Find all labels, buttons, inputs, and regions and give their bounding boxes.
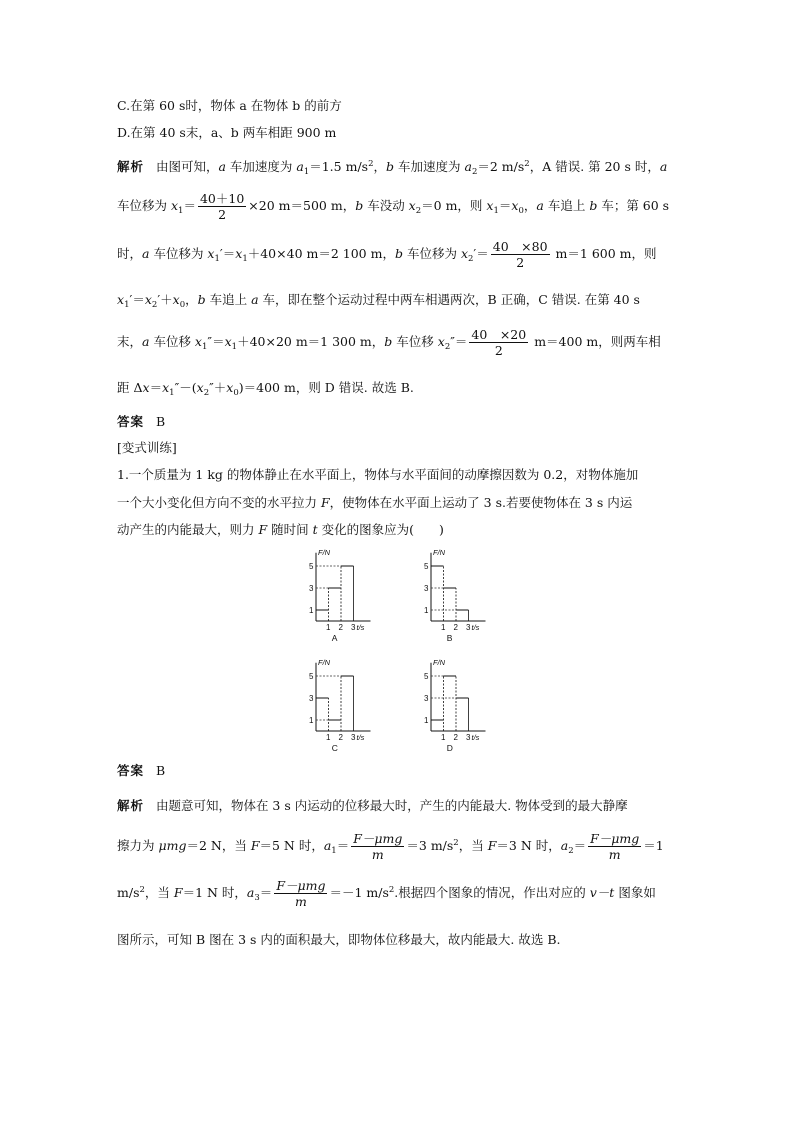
fraction: $\frac{40 \times 20}{2}$	[471, 327, 527, 358]
x-tick-label: 1	[326, 733, 331, 742]
graph-label: B	[446, 633, 453, 643]
x-tick-label: 3	[351, 733, 356, 742]
y-tick-label: 5	[424, 672, 429, 681]
fraction: $\frac{\text{F－μmg}}{m}$	[276, 878, 326, 909]
x-tick-label: 3	[466, 733, 471, 742]
solution2-label: 解析	[117, 798, 145, 813]
x-tick-label: 1	[441, 623, 446, 632]
solution1-label: 解析	[117, 159, 145, 174]
y-tick-label: 3	[309, 584, 314, 593]
x-axis-label: t/s	[471, 623, 480, 632]
answer1-label: 答案	[117, 414, 145, 429]
graph-a[interactable]	[300, 545, 390, 645]
solution1-line6: 距 $\Delta x=x_1''-(x_2''+x_0)=400$ m，则 D 错误. 故选 B.	[117, 380, 414, 398]
x-tick-label: 2	[453, 733, 458, 742]
question-line2: 一个大小变化但方向不变的水平拉力 F，使物体在水平面上运动了 3 s.若要使物体在 3 s 内运	[117, 495, 633, 510]
fraction: $\frac{\text{F－μmg}}{m}$	[590, 831, 640, 862]
y-tick-label: 3	[309, 694, 314, 703]
y-tick-label: 5	[309, 672, 314, 681]
question-line3: 动产生的内能最大，则力 F 随时间 t 变化的图象应为( )	[117, 522, 444, 537]
fraction: $\frac{40 \times 80}{2}$	[492, 239, 548, 270]
x-tick-label: 2	[338, 733, 343, 742]
x-tick-label: 2	[338, 623, 343, 632]
x-tick-label: 3	[466, 623, 471, 632]
x-axis-label: t/s	[356, 733, 365, 742]
answer2	[117, 763, 165, 779]
x-tick-label: 1	[326, 623, 331, 632]
solution2-line2: 擦力为 μmg＝2 N，当 F＝5 N 时，$a_1=$ $\frac{\text{F－μmg}}{m}$ ＝3 $m/s^2$，当 F＝3 N 时，$a_2=$ $\frac{\text{F－μmg}}{m}$ ＝1	[117, 831, 664, 862]
y-axis-label: F/N	[433, 657, 446, 667]
y-axis-label: F/N	[318, 547, 331, 557]
graph-label: A	[331, 633, 338, 643]
y-axis-label: F/N	[318, 657, 331, 667]
option-d: D.在第 40 s末，a、b 两车相距 900 m	[117, 125, 337, 140]
solution1-line1: 解析 由图可知，a 车加速度为 $a_1=1.5$ $m/s^2$，b 车加速度为 $a_2=2$ $m/s^2$，A 错误. 第 20 s 时，a	[117, 159, 668, 177]
solution1-line4: $x_1'=x_2'+x_0$，b 车追上 a 车，即在整个运动过程中两车相遇两次，B 正确，C 错误. 在第 40 s	[117, 292, 640, 310]
x-axis-label: t/s	[471, 733, 480, 742]
solution1-line3: 时，a 车位移为 $x_1'=x_1+40\times 40$ m＝2 100 m，b 车位移为 $x_2'=$ $\frac{40 \times 80}{2}$ m＝1 600 m，则	[117, 239, 657, 270]
graph-label: D	[446, 743, 453, 753]
graph-d[interactable]	[415, 655, 505, 755]
y-tick-label: 3	[424, 694, 429, 703]
section-title: [变式训练]	[117, 440, 177, 455]
x-tick-label: 3	[351, 623, 356, 632]
solution1-line2: 车位移为 $x_1=$ $\frac{40+10}{2}$ ×20 m＝500 m，b 车没动 $x_2=0$ m，则 $x_1=x_0$，a 车追上 b 车；第 60 s	[117, 191, 670, 222]
x-tick-label: 2	[453, 623, 458, 632]
option-c: C.在第 60 s时，物体 a 在物体 b 的前方	[117, 98, 342, 113]
fraction: $\frac{40+10}{2}$	[199, 191, 245, 222]
solution1-line5: 末，a 车位移 $x_1''=x_1+40\times 20$ m＝1 300 m，b 车位移 $x_2''=$ $\frac{40 \times 20}{2}$ m＝400 m，则两车相	[117, 327, 661, 358]
y-tick-label: 1	[424, 606, 429, 615]
answer1	[117, 414, 165, 430]
y-tick-label: 5	[309, 562, 314, 571]
graph-label: C	[331, 743, 338, 753]
graph-b[interactable]	[415, 545, 505, 645]
question-line1: 1.一个质量为 1 kg 的物体静止在水平面上，物体与水平面间的动摩擦因数为 0.2，对物体施加	[117, 467, 639, 482]
x-axis-label: t/s	[356, 623, 365, 632]
y-tick-label: 5	[424, 562, 429, 571]
x-tick-label: 1	[441, 733, 446, 742]
solution2-line4: 图所示，可知 B 图在 3 s 内的面积最大，即物体位移最大，故内能最大. 故选 B.	[117, 932, 561, 947]
answer2-label: 答案	[117, 763, 145, 778]
fraction: $\frac{\text{F－μmg}}{m}$	[353, 831, 403, 862]
y-tick-label: 3	[424, 584, 429, 593]
graph-c[interactable]	[300, 655, 390, 755]
solution2-line1: 解析 由题意可知，物体在 3 s 内运动的位移最大时，产生的内能最大. 物体受到的最大静摩	[117, 798, 628, 813]
solution2-line3: $m/s^2$，当 F＝1 N 时，$a_3=$ $\frac{\text{F－μmg}}{m}$ ＝－1 $m/s^2$.根据四个图象的情况，作出对应的 v－t 图象如	[117, 878, 656, 909]
answer2-value: B	[155, 763, 166, 778]
y-tick-label: 1	[309, 606, 314, 615]
y-tick-label: 1	[309, 716, 314, 725]
answer1-value: B	[155, 414, 166, 429]
y-tick-label: 1	[424, 716, 429, 725]
y-axis-label: F/N	[433, 547, 446, 557]
